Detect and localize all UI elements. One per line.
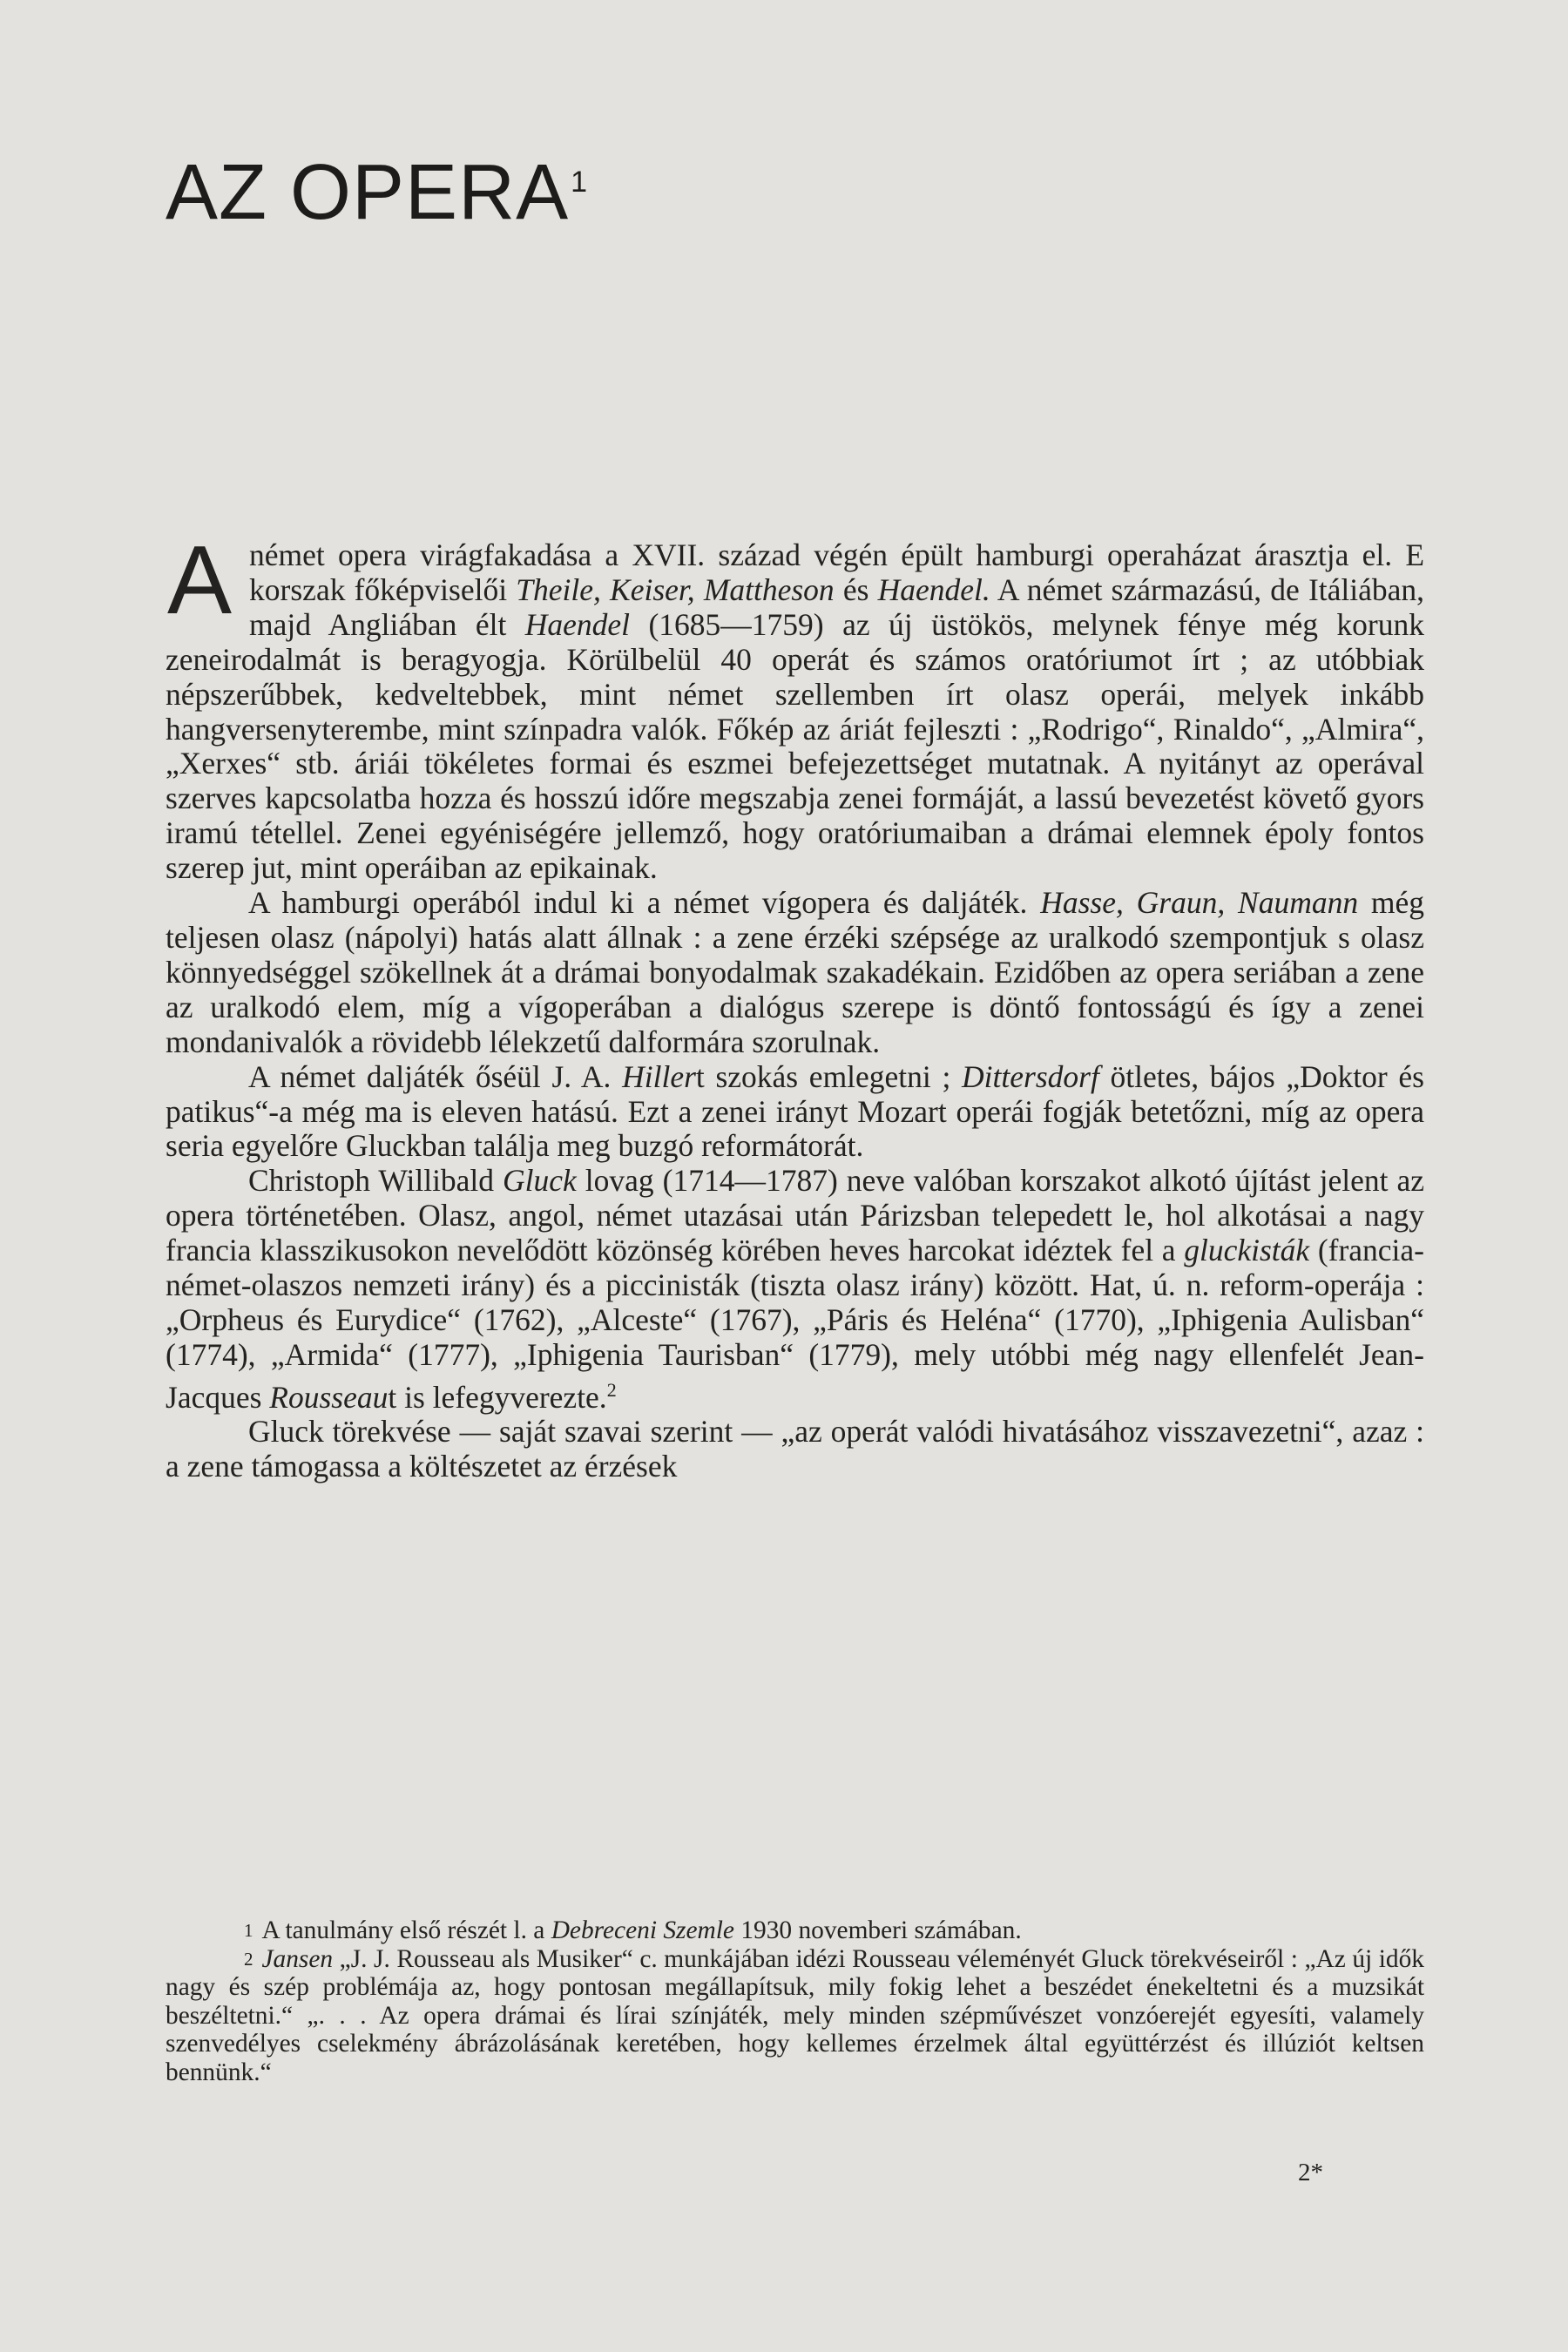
drop-cap: A (167, 526, 233, 634)
paragraph (166, 526, 1425, 886)
text-run: Gluck törekvése — saját szavai szerint — „az operát valódi hivatásához visszavezetni“, azaz : a zene támogassa a költészetet az érzések (166, 1414, 1424, 1484)
italic-text: Theile, Keiser, Mattheson (516, 571, 835, 607)
text-run: t szokás emlegetni ; (695, 1058, 963, 1094)
text-run: A német származású, de Itáliában, majd Angliában élt (249, 571, 1425, 642)
footnote (166, 1945, 1424, 2087)
italic-text: Hasse, Graun, Naumann (1040, 885, 1359, 921)
signature-mark: 2* (1298, 2159, 1323, 2186)
paragraph (166, 1415, 1424, 1484)
italic-text: Jansen (261, 1944, 334, 1973)
footnotes (166, 1916, 1424, 2086)
text-run: 1930 novemberi számában. (733, 1916, 1022, 1944)
text-run: lovag (1714—1787) neve valóban korszakot alkotó újítást jelent az opera történetében. Olasz, angol, német utazásai után Párizsban telepedett le, hol alkotásai a nagy francia klasszikusokon nevelődött közönség körében heves harcokat idéztek fel a (166, 1163, 1424, 1268)
title-footnote-marker: 1 (571, 166, 589, 199)
footnote-ref: 2 (606, 1378, 617, 1401)
text-run: „J. J. Rousseau als Musiker“ c. munkájában idézi Rousseau véleményét Gluck törekvéseiről : „Az új idők nagy és szép problémája az, hogy pontosan megállapítsuk, mily fokig lehet a beszédet énekeltetni és a muzsikát beszéltetni.“ „. . . Az opera drámai és lírai színjáték, mely minden szépművészet vonzóerejét egyesíti, valamely szenvedélyes cselekmény ábrázolásának keretében, hogy kellemes érzelmek által együttérzést és illúziót keltsen bennünk.“ (166, 1944, 1424, 2086)
text-run: még teljesen olasz (nápolyi) hatás alatt állnak : a zene érzéki szépsége az uralkodó szempontjuk s olasz könnyedséggel szökellnek át a drámai bonyodalmak szakadékain. Ezidőben az opera seriában a zene az uralkodó elem, míg a vígoperában a dialógus szerepe is döntő fontosságú és így a zenei mondanivalók a rövidebb lélekzetű dalformára szorulnak. (166, 885, 1424, 1059)
italic-text: Rousseau (269, 1379, 389, 1415)
footnote-number: 2 (244, 1948, 253, 1970)
page-title (166, 148, 588, 238)
italic-text: gluckisták (1184, 1233, 1310, 1268)
text-run: ötletes, bájos „Doktor és patikus“-a még ma is eleven hatású. Ezt a zenei irányt Mozart operái fogják betetőzni, míg az opera seria egyelőre Gluckban találja meg buzgó reformátorát. (166, 1058, 1424, 1164)
footnote-number: 1 (244, 1920, 253, 1941)
paragraph (166, 1060, 1424, 1165)
text-run: (1685—1759) az új üstökös, melynek fénye még korunk zeneirodalmát is beragyogja. Körülbelül 40 operát és számos oratóriumot írt ; az utóbbiak népszerűbbek, kedveltebbek, mint német szellemben írt olasz operái, melyek inkább hangversenyterembe, mint színpadra valók. Főkép az áriát fejleszti : „Rodrigo“, Rinaldo“, „Almira“, „Xerxes“ stb. áriái tökéletes formai és eszmei befejezettséget mutatnak. A nyitányt az operával szerves kapcsolatba hozza és hosszú időre megszabja zenei formáját, a lassú bevezetést követő gyors iramú tétellel. Zenei egyéniségére jellemző, hogy oratóriumaiban a drámai elemnek époly fontos szerep jut, mint operáiban az epikainak. (166, 606, 1424, 886)
italic-text: Hiller (622, 1058, 696, 1094)
text-run: és (834, 571, 878, 607)
italic-text: Dittersdorf (962, 1058, 1099, 1094)
paragraph (166, 1164, 1424, 1415)
text-run: A tanulmány első részét l. a (261, 1916, 551, 1944)
text-run: A német daljáték őséül J. A. (248, 1058, 623, 1094)
text-run: Christoph Willibald (248, 1163, 504, 1199)
footnote (166, 1916, 1424, 1945)
italic-text: Haendel. (877, 571, 990, 607)
italic-text: Debreceni Szemle (551, 1916, 734, 1944)
italic-text: Haendel (524, 606, 631, 642)
text-run: A hamburgi operából indul ki a német vígopera és daljáték. (248, 885, 1041, 921)
italic-text: Gluck (503, 1163, 577, 1199)
page-title-text: AZ OPERA (166, 149, 570, 236)
article-body (166, 526, 1425, 1484)
paragraph (166, 886, 1424, 1060)
text-run: t is lefegyverezte. (388, 1379, 607, 1415)
text-run: (francia-német-olaszos nemzeti irány) és a piccinisták (tiszta olasz irány) között. Hat, ú. n. reform-operája : „Orpheus és Eurydice“ (1762), „Alceste“ (1767), „Páris és Heléna“ (1770), „Iphigenia Aulisban“ (1774), „Armida“ (1777), „Iphigenia Taurisban“ (1779), mely utóbbi még nagy ellenfelét Jean-Jacques (166, 1233, 1424, 1415)
text-run: német opera virágfakadása a XVII. század végén épült hamburgi operaházat árasztja el. E korszak főképviselői (249, 537, 1424, 607)
